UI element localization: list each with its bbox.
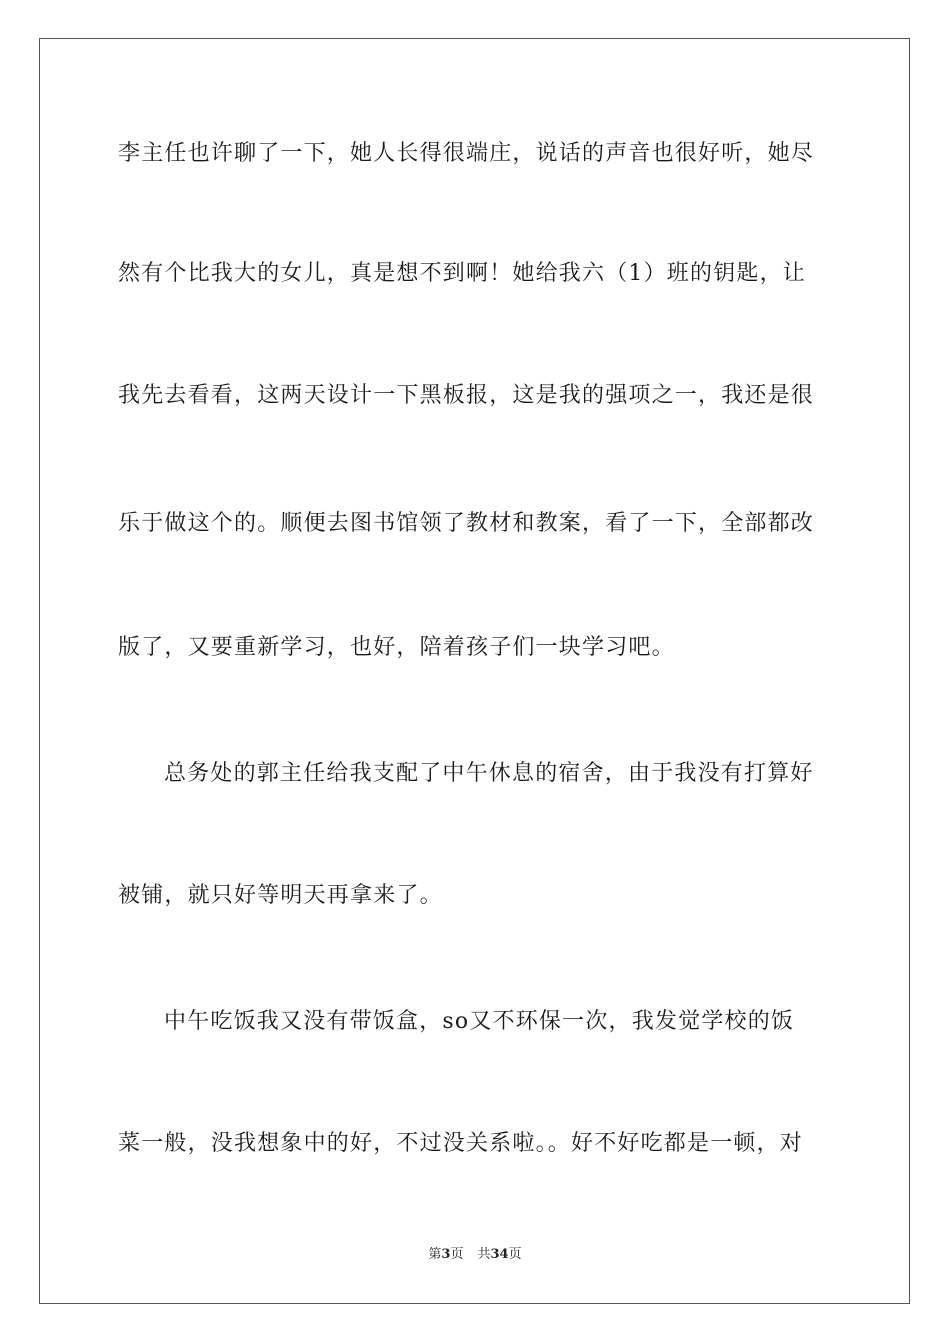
text-line: 然有个比我大的女儿，真是想不到啊！她给我六（1）班的钥匙，让 <box>118 261 806 286</box>
paragraph-first-line: 总务处的郭主任给我支配了中午休息的宿舍，由于我没有打算好 <box>164 761 814 786</box>
text-line: 版了，又要重新学习，也好，陪着孩子们一块学习吧。 <box>118 635 675 660</box>
text-line: 菜一般，没我想象中的好，不过没关系啦。。好不好吃都是一顿，对 <box>118 1131 804 1156</box>
page-suffix: 页 <box>450 1247 464 1262</box>
text-line: 乐于做这个的。顺便去图书馆领了教材和教案，看了一下，全部都改 <box>118 511 815 536</box>
text-line: 我先去看看，这两天设计一下黑板报，这是我的强项之一，我还是很 <box>118 383 815 408</box>
page-border <box>39 38 910 1304</box>
page-number: 3 <box>441 1247 451 1262</box>
text-line: 被铺，就只好等明天再拿来了。 <box>118 883 443 908</box>
total-suffix: 页 <box>508 1247 522 1262</box>
paragraph-first-line: 中午吃饭我又没有带饭盒，so又不环保一次，我发觉学校的饭 <box>164 1009 795 1034</box>
page-prefix: 第 <box>428 1247 442 1262</box>
text-line: 李主任也许聊了一下，她人长得很端庄，说话的声音也很好听，她尽 <box>118 141 815 166</box>
total-pages: 34 <box>490 1247 509 1262</box>
page-footer <box>0 1246 950 1264</box>
total-prefix: 共 <box>477 1247 491 1262</box>
